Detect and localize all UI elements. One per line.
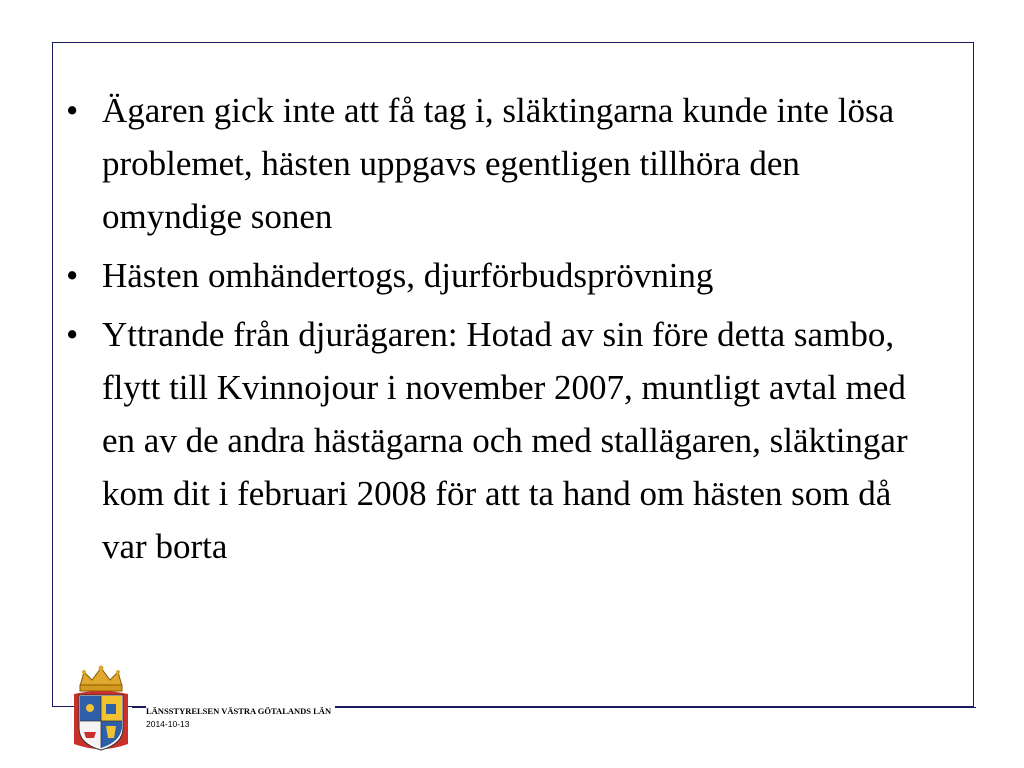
bullet-text: Hästen omhändertogs, djurförbudsprövning <box>102 256 714 295</box>
bullet-marker: • <box>66 315 79 354</box>
bullet-marker: • <box>66 256 79 295</box>
organization-name: LÄNSSTYRELSEN VÄSTRA GÖTALANDS LÄN <box>146 706 335 716</box>
bullet-list <box>58 84 938 579</box>
coat-of-arms-icon <box>70 664 132 754</box>
bullet-text: Ägaren gick inte att få tag i, släktingarna kunde inte lösa problemet, hästen uppgavs egentligen tillhöra den omyndige sonen <box>102 91 895 236</box>
bullet-item <box>58 84 938 243</box>
slide-date: 2014-10-13 <box>146 719 190 729</box>
bullet-item <box>58 308 938 573</box>
bullet-item <box>58 249 938 302</box>
bullet-marker: • <box>66 91 79 130</box>
bullet-text: Yttrande från djurägaren: Hotad av sin före detta sambo, flytt till Kvinnojour i november 2007, muntligt avtal med en av de andra hästägarna och med stallägaren, släktingar kom dit i februari 2008 för att ta hand om hästen som då var borta <box>102 315 908 566</box>
